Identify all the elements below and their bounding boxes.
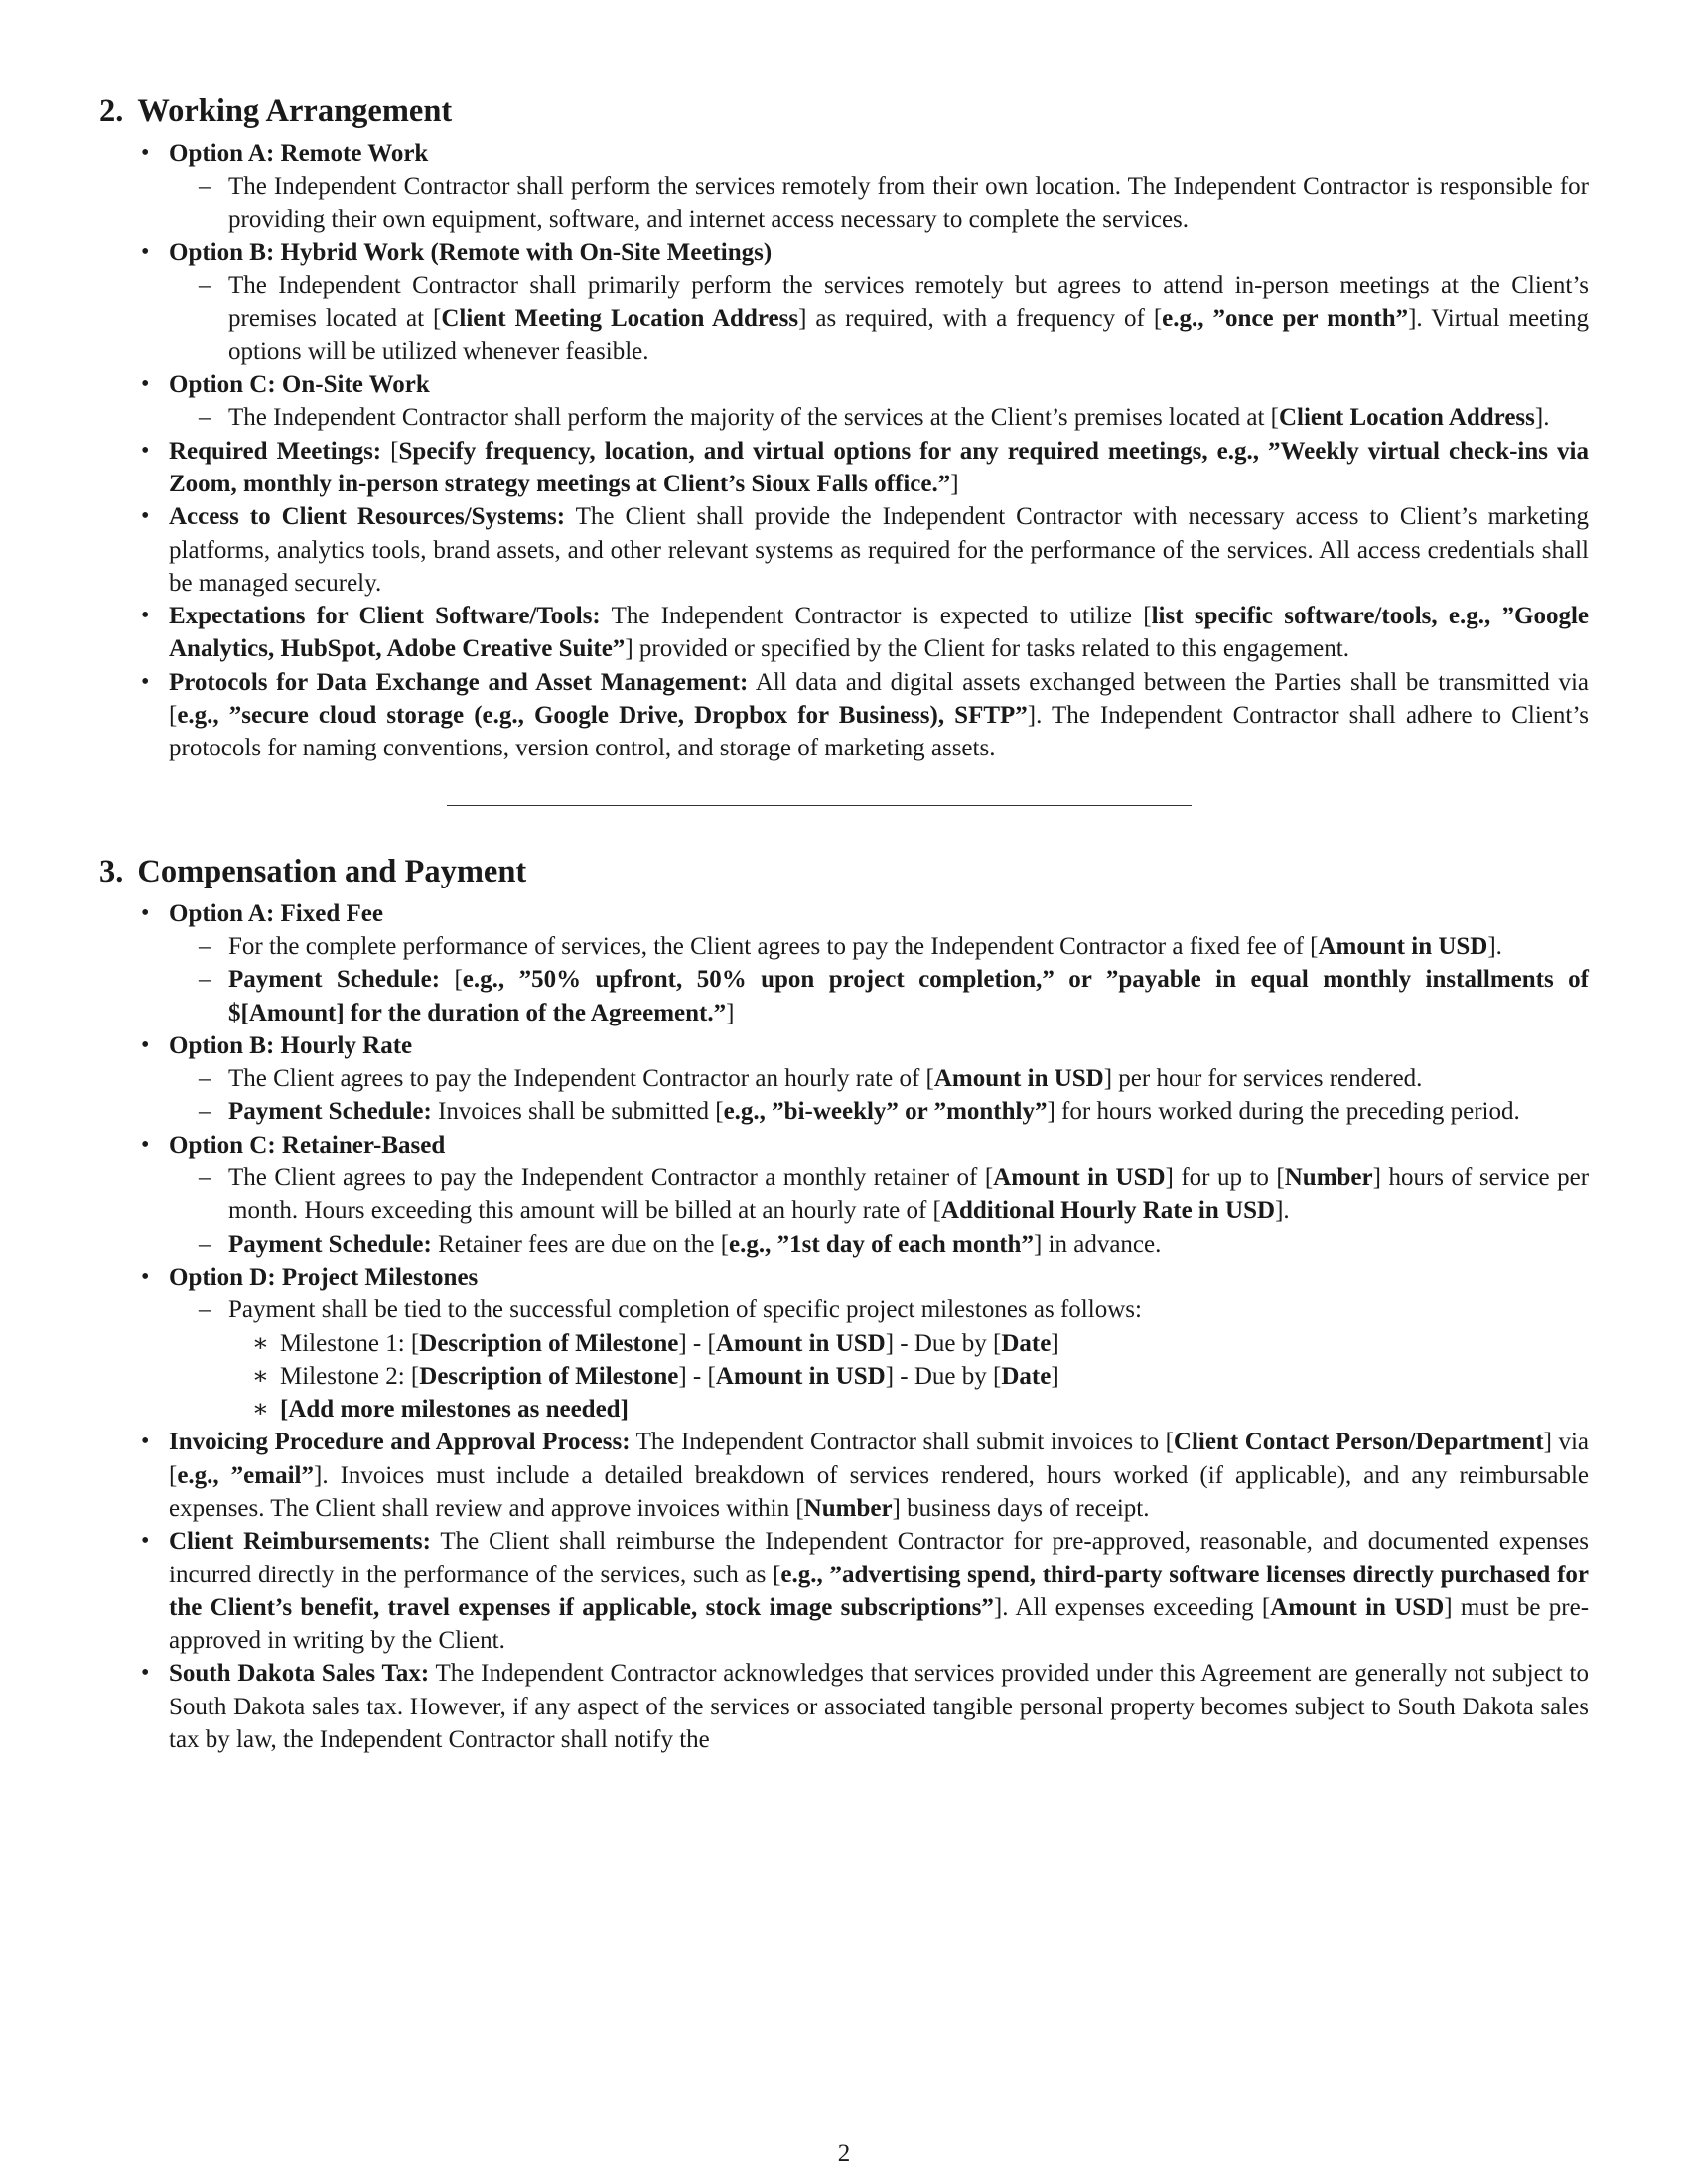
item-label: Invoicing Procedure and Approval Process: xyxy=(169,1429,631,1456)
list-item-invoicing: • Invoicing Procedure and Approval Process: The Independent Contractor shall submit invoices to [Client Contact Person/Department] via [e.g., ”email”]. Invoices must include a detailed breakdown of services rendered, hours worked (if applicable), and any reimbursable expenses. The Client shall review and approve invoices within [Number] business days of receipt. xyxy=(169,1426,1589,1525)
option-label: Option A: Remote Work xyxy=(169,140,429,167)
sub-item: – The Client agrees to pay the Independent Contractor a monthly retainer of [Amount in USD] for up to [Number] hours of service per month. Hours exceeding this amount will be billed at an hourly rate of [Additional Hourly Rate in USD]. xyxy=(228,1161,1589,1228)
item-label: South Dakota Sales Tax: xyxy=(169,1660,430,1688)
placeholder-field: Amount in USD xyxy=(1270,1593,1445,1621)
placeholder-field: Client Meeting Location Address xyxy=(441,305,799,333)
placeholder-field: e.g., ”bi-weekly” or ”monthly” xyxy=(723,1098,1048,1126)
list-item-on-site-work xyxy=(169,368,1589,435)
section-number: 3. xyxy=(99,853,124,889)
list-item-sales-tax: • South Dakota Sales Tax: The Independent Contractor acknowledges that services provided under this Agreement are generally not subject to South Dakota sales tax. However, if any aspect of the services or associated tangible personal property becomes subject to South Dakota sales tax by law, the Independent Contractor shall notify the xyxy=(169,1657,1589,1756)
item-label: Required Meetings: xyxy=(169,437,382,465)
placeholder-field: e.g., ”secure cloud storage (e.g., Google Drive, Dropbox for Business), SFTP” xyxy=(177,702,1028,730)
item-label: Protocols for Data Exchange and Asset Management: xyxy=(169,668,749,696)
section-title: Compensation and Payment xyxy=(137,853,527,889)
sub-item: – Payment shall be tied to the successful completion of specific project milestones as follows: ∗ Milestone 1: [Description of Milestone] - [Amount in USD] - Due by [Date] ∗ Milestone 2: [Description of Milestone] - [Amount in USD] - Due by [Date] ∗ [Add more milestones as needed] xyxy=(228,1294,1589,1426)
placeholder-field: Amount in USD xyxy=(1318,932,1488,960)
sub-item: – The Client agrees to pay the Independent Contractor an hourly rate of [Amount in USD] per hour for services rendered. xyxy=(228,1062,1589,1095)
list-item-fixed-fee xyxy=(169,897,1589,1029)
item-label: Expectations for Client Software/Tools: xyxy=(169,603,601,630)
option-label: Option C: Retainer-Based xyxy=(169,1131,446,1159)
item-label: Client Reimbursements: xyxy=(169,1528,431,1556)
page-number: 2 xyxy=(837,2140,851,2167)
sub-item-payment-schedule: – Payment Schedule: [e.g., ”50% upfront, 50% upon project completion,” or ”payable in equal monthly installments of $[Amount] for the duration of the Agreement.”] xyxy=(228,963,1589,1029)
milestone-list xyxy=(228,1327,1589,1427)
placeholder-field: e.g., ”advertising spend, third-party software licenses directly purchased for the Client’s benefit, travel expenses if applicable, stock image subscriptions” xyxy=(169,1561,1589,1621)
option-label: Option B: Hybrid Work (Remote with On-Site Meetings) xyxy=(169,238,773,266)
list-item-required-meetings: • Required Meetings: [Specify frequency, location, and virtual options for any required meetings, e.g., ”Weekly virtual check-ins via Zoom, monthly in-person strategy meetings at Client’s Sioux Falls office.”] xyxy=(169,435,1589,501)
placeholder-field: Amount in USD xyxy=(993,1164,1166,1192)
sub-item: – The Independent Contractor shall primarily perform the services remotely but agrees to attend in-person meetings at the Client’s premises located at [Client Meeting Location Address] as required, with a frequency of [e.g., ”once per month”]. Virtual meeting options will be utilized whenever feasible. xyxy=(228,269,1589,368)
placeholder-field: Number xyxy=(803,1494,893,1522)
placeholder-field: Number xyxy=(1284,1164,1373,1192)
placeholder-field: Additional Hourly Rate in USD xyxy=(940,1197,1276,1225)
document-page xyxy=(99,91,1589,1756)
placeholder-field: e.g., ”1st day of each month” xyxy=(729,1230,1034,1258)
sub-item: – For the complete performance of services, the Client agrees to pay the Independent Contractor a fixed fee of [Amount in USD]. xyxy=(228,930,1589,963)
placeholder-field: e.g., ”email” xyxy=(177,1461,314,1489)
milestone-item: ∗ [Add more milestones as needed] xyxy=(280,1393,1589,1426)
placeholder-field: e.g., ”once per month” xyxy=(1162,305,1409,333)
option-label: Option A: Fixed Fee xyxy=(169,899,383,927)
sub-item: – The Independent Contractor shall perform the majority of the services at the Client’s premises located at [Client Location Address]. xyxy=(228,401,1589,434)
placeholder-field: Client Location Address xyxy=(1278,404,1535,432)
sub-item-payment-schedule: – Payment Schedule: Retainer fees are due on the [e.g., ”1st day of each month”] in advance. xyxy=(228,1228,1589,1261)
list-item-hourly-rate xyxy=(169,1029,1589,1129)
section-title: Working Arrangement xyxy=(137,93,453,129)
milestone-item: ∗ Milestone 1: [Description of Milestone] - [Amount in USD] - Due by [Date] xyxy=(280,1327,1589,1360)
section-number: 2. xyxy=(99,93,124,129)
working-arrangement-list xyxy=(99,137,1589,765)
section-heading-compensation xyxy=(99,852,1589,891)
list-item-data-exchange: • Protocols for Data Exchange and Asset Management: All data and digital assets exchanged between the Parties shall be transmitted via [e.g., ”secure cloud storage (e.g., Google Drive, Dropbox for Business), SFTP”]. The Independent Contractor shall adhere to Client’s protocols for naming conventions, version control, and storage of marketing assets. xyxy=(169,666,1589,765)
sub-item-payment-schedule: – Payment Schedule: Invoices shall be submitted [e.g., ”bi-weekly” or ”monthly”] for hours worked during the preceding period. xyxy=(228,1095,1589,1128)
list-item-remote-work xyxy=(169,137,1589,236)
placeholder-field: list specific software/tools, e.g., ”Google Analytics, HubSpot, Adobe Creative Suite” xyxy=(169,603,1590,663)
section-heading-working-arrangement xyxy=(99,91,1589,131)
placeholder-field: Client Contact Person/Department xyxy=(1173,1429,1544,1456)
list-item-software-tools: • Expectations for Client Software/Tools: The Independent Contractor is expected to utilize [list specific software/tools, e.g., ”Google Analytics, HubSpot, Adobe Creative Suite”] provided or specified by the Client for tasks related to this engagement. xyxy=(169,600,1589,666)
list-item-hybrid-work xyxy=(169,236,1589,368)
list-item-milestones xyxy=(169,1261,1589,1426)
placeholder-field: Specify frequency, location, and virtual options for any required meetings, e.g., ”Weekly virtual check-ins via Zoom, monthly in-person strategy meetings at Client’s Sioux Falls office.” xyxy=(169,437,1590,497)
option-label: Option D: Project Milestones xyxy=(169,1263,479,1291)
list-item-reimbursements: • Client Reimbursements: The Client shall reimburse the Independent Contractor for pre-approved, reasonable, and documented expenses incurred directly in the performance of the services, such as [e.g., ”advertising spend, third-party software licenses directly purchased for the Client’s benefit, travel expenses if applicable, stock image subscriptions”]. All expenses exceeding [Amount in USD] must be pre-approved in writing by the Client. xyxy=(169,1525,1589,1657)
option-label: Option B: Hourly Rate xyxy=(169,1031,413,1059)
milestone-item: ∗ Milestone 2: [Description of Milestone] - [Amount in USD] - Due by [Date] xyxy=(280,1360,1589,1393)
compensation-list xyxy=(99,897,1589,1757)
placeholder-field: Amount in USD xyxy=(933,1065,1104,1093)
placeholder-field: e.g., ”50% upfront, 50% upon project completion,” or ”payable in equal monthly installments of $[Amount] for the duration of the Agreement.” xyxy=(228,966,1589,1026)
sub-item: – The Independent Contractor shall perform the services remotely from their own location. The Independent Contractor is responsible for providing their own equipment, software, and internet access necessary to complete the services. xyxy=(228,170,1589,236)
list-item-retainer xyxy=(169,1129,1589,1261)
list-item-client-access: • Access to Client Resources/Systems: The Client shall provide the Independent Contractor with necessary access to Client’s marketing platforms, analytics tools, brand assets, and other relevant systems as required for the performance of the services. All access credentials shall be managed securely. xyxy=(169,500,1589,600)
option-label: Option C: On-Site Work xyxy=(169,371,430,399)
item-label: Access to Client Resources/Systems: xyxy=(169,503,566,531)
section-divider xyxy=(447,805,1192,806)
